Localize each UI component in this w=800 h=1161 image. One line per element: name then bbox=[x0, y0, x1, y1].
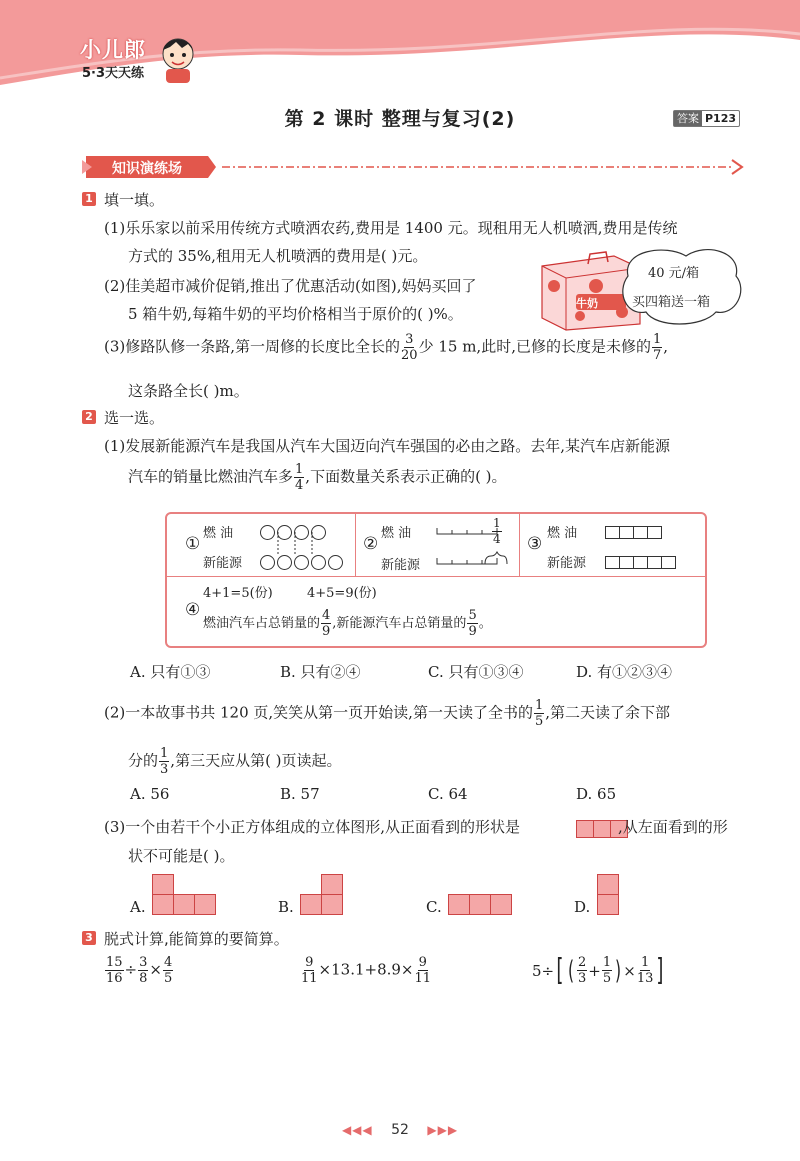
question-number-2: 2 bbox=[82, 410, 96, 424]
q2-part1-line1: (1)发展新能源汽车是我国从汽车大国迈向汽车强国的必由之路。去年,某汽车店新能源 bbox=[104, 437, 671, 455]
fraction-3-20 bbox=[401, 332, 418, 363]
numerator: 2 bbox=[578, 955, 587, 970]
option-marker-4: ④ bbox=[185, 600, 201, 620]
relationship-panel bbox=[165, 512, 707, 648]
fraction-1-3 bbox=[159, 746, 169, 777]
question-number-3: 3 bbox=[82, 931, 96, 945]
option4-text-c: 。 bbox=[478, 616, 492, 631]
fraction-4-9 bbox=[321, 608, 331, 639]
choice-a-shape bbox=[152, 874, 216, 914]
q1-part3-text-b: 少 15 m,此时,已修的长度是未修的 bbox=[418, 337, 651, 356]
denominator: 4 bbox=[493, 532, 501, 546]
option3-ev-bar bbox=[605, 552, 675, 570]
q2-2-choice-d[interactable]: D. 65 bbox=[576, 785, 617, 803]
numerator: 5 bbox=[468, 608, 477, 623]
fraction-15-16 bbox=[105, 955, 124, 986]
times-sign-2: × bbox=[623, 961, 636, 980]
answer-reference bbox=[673, 110, 740, 127]
denominator: 5 bbox=[534, 714, 544, 729]
q2-part3-line1-b: ,从左面看到的形 bbox=[618, 818, 728, 836]
numerator: 1 bbox=[493, 516, 501, 530]
q2-part1-text-a: 汽车的销量比燃油汽车多 bbox=[128, 467, 294, 486]
divide-sign: ÷ bbox=[124, 960, 138, 979]
expression-1 bbox=[104, 955, 174, 986]
fraction-1-13 bbox=[637, 955, 654, 986]
option1-dashed-links bbox=[261, 532, 351, 556]
fraction-5-9 bbox=[467, 608, 477, 639]
q2-3-choice-c[interactable]: C. bbox=[426, 898, 442, 916]
numerator: 3 bbox=[405, 332, 414, 347]
option4-text-a: 燃油汽车占总销量的 bbox=[203, 616, 321, 631]
brand-logo bbox=[72, 30, 202, 90]
numerator: 9 bbox=[305, 955, 314, 970]
q1-part3-text-a: (3)修路队修一条路,第一周修的长度比全长的 bbox=[104, 337, 401, 356]
numerator: 1 bbox=[602, 955, 612, 970]
denominator: 11 bbox=[301, 971, 318, 986]
denominator: 20 bbox=[401, 348, 418, 363]
option2-fraction bbox=[492, 516, 502, 547]
numerator: 1 bbox=[641, 955, 650, 970]
answer-page: P123 bbox=[705, 112, 737, 125]
numerator: 1 bbox=[652, 332, 662, 347]
denominator: 9 bbox=[468, 624, 477, 639]
option4-equation-1: 4+1=5(份) bbox=[203, 586, 273, 601]
denominator: 3 bbox=[160, 762, 169, 777]
q2-1-choice-b[interactable]: B. 只有②④ bbox=[280, 663, 361, 681]
fraction-3-8 bbox=[138, 955, 148, 986]
left-bracket-icon: [ bbox=[556, 952, 564, 988]
q1-part3-line2: 这条路全长( )m。 bbox=[128, 382, 249, 400]
numerator: 1 bbox=[295, 462, 304, 477]
q2-3-choice-b[interactable]: B. bbox=[278, 898, 294, 916]
q1-part1-line2: 方式的 35%,租用无人机喷洒的费用是( )元。 bbox=[128, 247, 428, 265]
denominator: 7 bbox=[652, 348, 662, 363]
q2-3-choice-a[interactable]: A. bbox=[130, 898, 146, 916]
question-number-1: 1 bbox=[82, 192, 96, 206]
answer-label: 答案 bbox=[674, 111, 702, 126]
option4-text-b: ,新能源汽车占总销量的 bbox=[332, 616, 467, 631]
page-title: 第 2 课时 整理与复习(2) bbox=[284, 108, 516, 130]
q2-part3-line2: 状不可能是( )。 bbox=[128, 847, 235, 865]
denominator: 11 bbox=[414, 971, 432, 986]
promo-offer: 买四箱送一箱 bbox=[632, 295, 711, 310]
q1-part2-line1: (2)佳美超市减价促销,推出了优惠活动(如图),妈妈买回了 bbox=[104, 277, 477, 295]
option2-fuel-label: 燃 油 bbox=[381, 526, 412, 541]
right-bracket-icon: ] bbox=[656, 952, 664, 988]
denominator: 3 bbox=[578, 971, 587, 986]
q2-part1-line2 bbox=[128, 462, 507, 493]
numerator: 9 bbox=[418, 955, 427, 970]
fraction-1-5-b bbox=[602, 955, 612, 986]
q2-part2-text-d: ,第三天应从第( )页读起。 bbox=[170, 751, 342, 770]
right-paren-icon: ) bbox=[615, 955, 622, 986]
q2-1-choice-c[interactable]: C. 只有①③④ bbox=[428, 663, 524, 681]
promo-price: 40 元/箱 bbox=[648, 266, 700, 281]
numerator: 4 bbox=[322, 608, 331, 623]
q2-part2-line2 bbox=[128, 746, 342, 777]
numerator: 1 bbox=[160, 746, 169, 761]
expression-2-middle: ×13.1+8.9× bbox=[318, 960, 414, 979]
q1-part3-text-c: , bbox=[663, 337, 669, 356]
choice-b-shape bbox=[300, 874, 344, 914]
q2-2-choice-b[interactable]: B. 57 bbox=[280, 785, 320, 803]
expression-2 bbox=[300, 955, 432, 986]
choice-c-shape bbox=[448, 894, 512, 915]
q2-1-choice-d[interactable]: D. 有①②③④ bbox=[576, 663, 673, 681]
fraction-4-5 bbox=[163, 955, 173, 986]
milk-promo-illustration bbox=[536, 246, 746, 332]
option2-ev-label: 新能源 bbox=[381, 558, 421, 573]
next-arrows-icon: ▶▶▶ bbox=[427, 1123, 459, 1137]
denominator: 13 bbox=[636, 971, 654, 986]
denominator: 9 bbox=[322, 624, 331, 639]
times-sign: × bbox=[149, 960, 162, 979]
q2-part1-text-b: ,下面数量关系表示正确的( )。 bbox=[305, 467, 507, 486]
fraction-9-11-b bbox=[415, 955, 432, 986]
denominator: 8 bbox=[139, 971, 148, 986]
question-2-title: 选一选。 bbox=[104, 409, 165, 427]
option1-fuel-label: 燃 油 bbox=[203, 526, 234, 541]
q1-part1-line1: (1)乐乐家以前采用传统方式喷洒农药,费用是 1400 元。现租用无人机喷洒,费用是传统 bbox=[104, 219, 678, 237]
fraction-1-4 bbox=[294, 462, 304, 493]
fraction-1-5 bbox=[534, 698, 544, 729]
q2-3-choice-d[interactable]: D. bbox=[574, 898, 591, 916]
q2-part2-text-c: 分的 bbox=[128, 751, 159, 770]
question-3-title: 脱式计算,能简算的要简算。 bbox=[104, 930, 289, 948]
option-marker-3: ③ bbox=[527, 534, 543, 554]
q2-part2-text-b: ,第二天读了余下部 bbox=[545, 703, 671, 722]
numerator: 1 bbox=[534, 698, 544, 713]
denominator: 16 bbox=[106, 971, 123, 986]
fraction-1-7 bbox=[652, 332, 662, 363]
page-footer bbox=[0, 1122, 800, 1138]
question-1-title: 填一填。 bbox=[104, 191, 165, 209]
choice-d-shape bbox=[597, 874, 619, 915]
denominator: 5 bbox=[163, 971, 173, 986]
plus-sign: + bbox=[588, 961, 601, 980]
option-marker-1: ① bbox=[185, 534, 201, 554]
section-label: 知识演练场 bbox=[112, 161, 182, 177]
page-number: 52 bbox=[391, 1122, 409, 1138]
fraction-2-3 bbox=[577, 955, 587, 986]
q2-part2-line1 bbox=[104, 698, 670, 729]
option3-fuel-bar bbox=[605, 522, 661, 540]
option3-ev-label: 新能源 bbox=[547, 556, 587, 571]
q2-1-choice-a[interactable]: A. 只有①③ bbox=[130, 663, 211, 681]
numerator: 4 bbox=[163, 955, 173, 970]
fraction-9-11 bbox=[301, 955, 318, 986]
milk-label: 牛奶 bbox=[576, 297, 598, 310]
mascot-icon bbox=[158, 32, 198, 84]
expression-3 bbox=[532, 952, 666, 988]
q2-part3-line1-a: (3)一个由若干个小正方体组成的立体图形,从正面看到的形状是 bbox=[104, 818, 521, 836]
q1-part2-line2: 5 箱牛奶,每箱牛奶的平均价格相当于原价的( )%。 bbox=[128, 305, 463, 323]
option-marker-2: ② bbox=[363, 534, 379, 554]
option3-fuel-label: 燃 油 bbox=[547, 526, 578, 541]
option1-ev-label: 新能源 bbox=[203, 556, 243, 571]
denominator: 4 bbox=[295, 478, 304, 493]
logo-top-text: 小儿郎 bbox=[80, 38, 146, 62]
option4-statement bbox=[203, 608, 492, 639]
numerator: 15 bbox=[106, 955, 123, 970]
prev-arrows-icon: ◀◀◀ bbox=[341, 1123, 373, 1137]
numerator: 3 bbox=[139, 955, 148, 970]
logo-bottom-text: 5·3天天练 bbox=[82, 66, 145, 81]
denominator: 5 bbox=[602, 971, 612, 986]
q1-part3-line1 bbox=[104, 332, 668, 363]
q2-2-choice-a[interactable]: A. 56 bbox=[130, 785, 170, 803]
expression-3-prefix: 5÷ bbox=[532, 961, 555, 980]
left-paren-icon: ( bbox=[567, 955, 574, 986]
option4-equation-2: 4+5=9(份) bbox=[307, 586, 377, 601]
q2-part2-text-a: (2)一本故事书共 120 页,笑笑从第一页开始读,第一天读了全书的 bbox=[104, 703, 533, 722]
q2-2-choice-c[interactable]: C. 64 bbox=[428, 785, 468, 803]
